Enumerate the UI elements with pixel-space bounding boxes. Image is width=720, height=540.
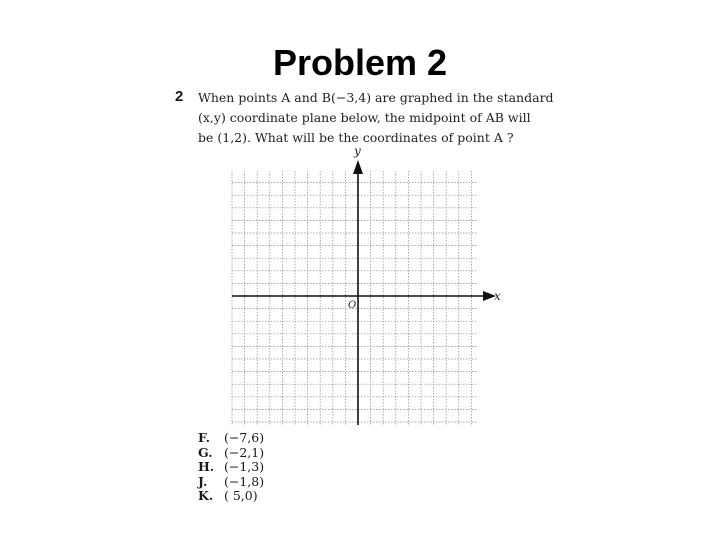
choice-letter: F.: [198, 430, 210, 445]
choice-letter: H.: [198, 459, 215, 474]
problem-line-3: be (1,2). What will be the coordinates of point A ?: [198, 130, 514, 145]
choice-letter: J.: [198, 473, 208, 489]
x-axis-label: x: [494, 289, 501, 303]
answer-choice-h[interactable]: [198, 460, 264, 475]
answer-choice-f[interactable]: [198, 431, 264, 446]
problem-line-2: (x,y) coordinate plane below, the midpoint of AB will: [198, 110, 531, 125]
choice-value: (−2,1): [224, 444, 265, 460]
problem-statement: [198, 88, 554, 148]
choice-letter: K.: [198, 488, 214, 503]
problem-number: 2: [175, 88, 184, 105]
choice-value: (−1,3): [224, 459, 265, 474]
y-axis-arrow-icon: [353, 160, 363, 174]
origin-label: O: [348, 300, 357, 311]
answer-choice-g[interactable]: [198, 446, 264, 461]
answer-choice-j[interactable]: [198, 475, 264, 490]
y-axis-label: y: [354, 144, 361, 158]
answer-choices: [198, 431, 264, 504]
choice-value: ( 5,0): [224, 488, 258, 503]
choice-letter: G.: [198, 444, 213, 460]
choice-value: (−7,6): [224, 430, 265, 445]
problem-line-1: When points A and B(−3,4) are graphed in the standard: [198, 90, 554, 105]
answer-choice-k[interactable]: [198, 489, 264, 504]
coordinate-plane: [228, 143, 508, 433]
choice-value: (−1,8): [224, 473, 265, 489]
slide-title: Problem 2: [272, 42, 448, 83]
grid-lines: [232, 171, 478, 425]
